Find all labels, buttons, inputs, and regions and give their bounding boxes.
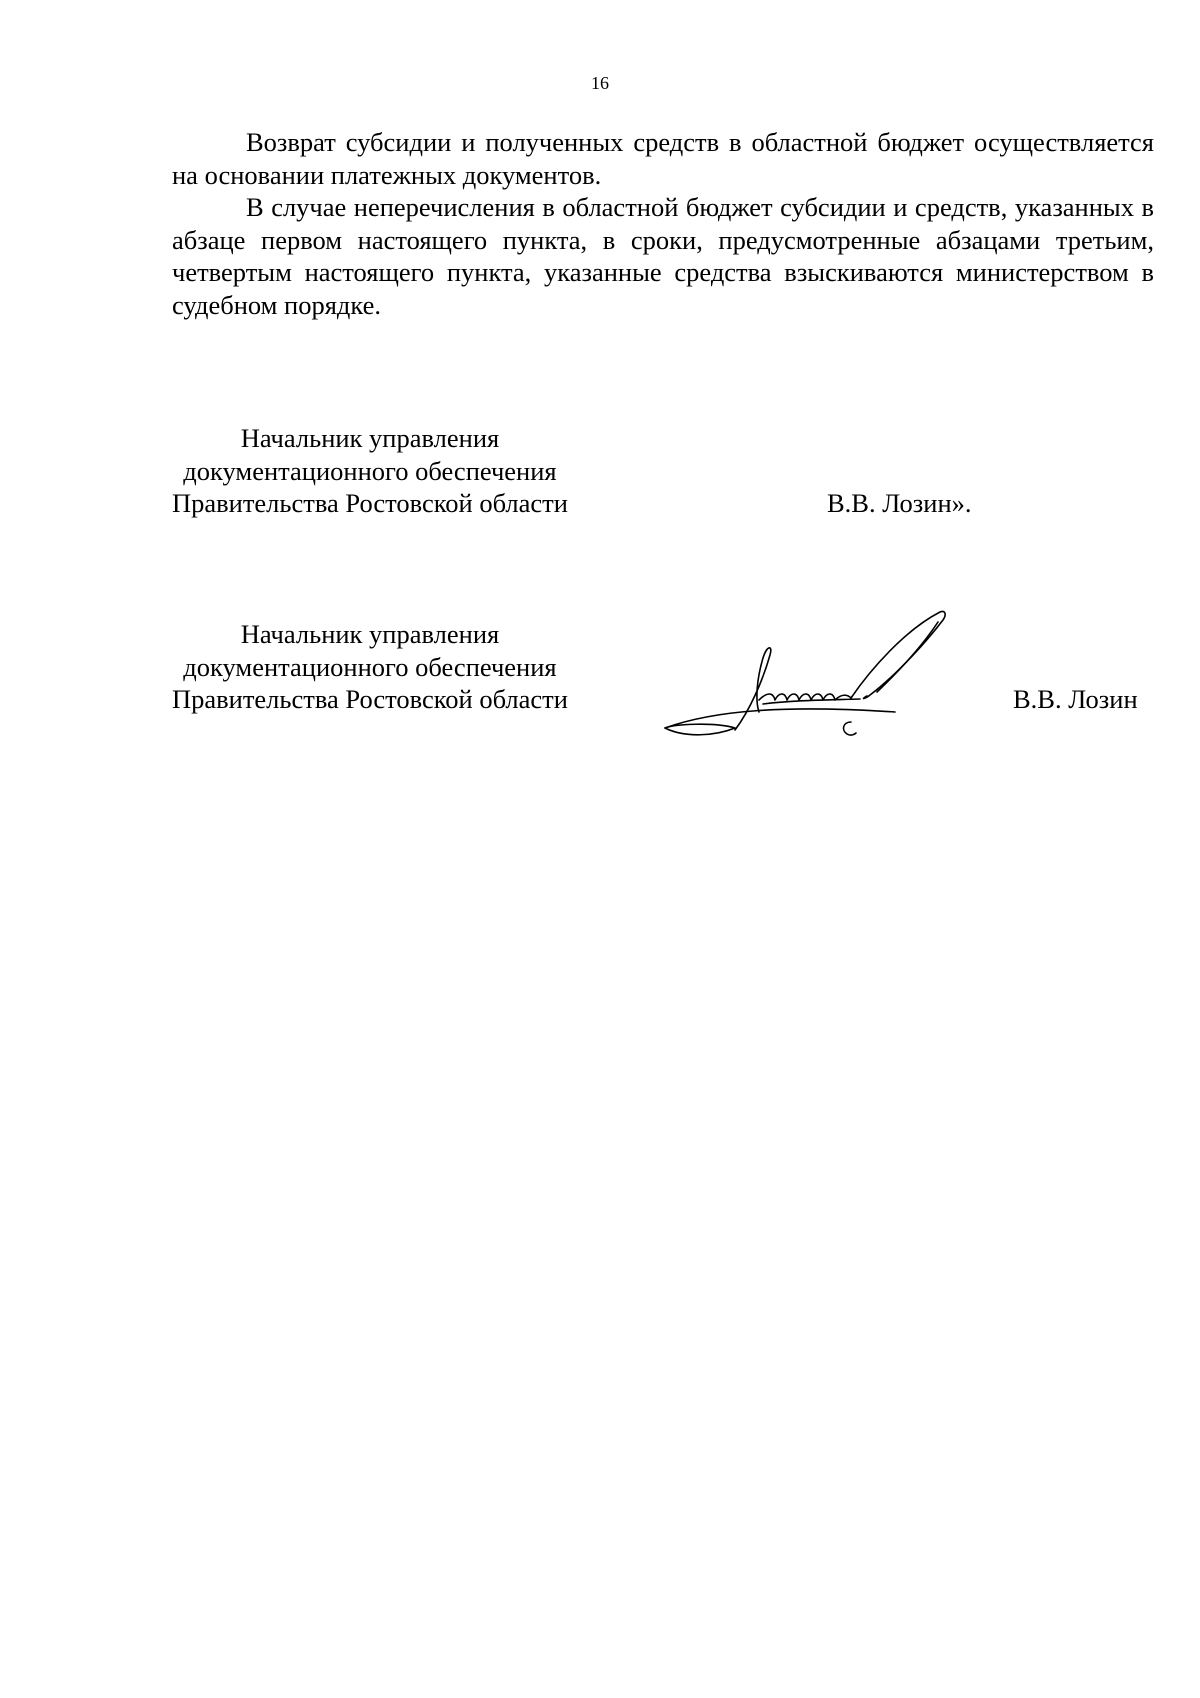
signatory-title-line: документационного обеспечения — [183, 455, 557, 486]
document-body — [172, 126, 1154, 321]
signatory-title — [172, 618, 568, 716]
page-number: 16 — [591, 73, 609, 93]
signatory-title — [172, 422, 568, 520]
signatory-title-line: Правительства Ростовской области — [172, 684, 568, 714]
signatory-title-line: Начальник управления — [240, 423, 500, 453]
paragraph-collection: В случае неперечисления в областной бюджет субсидии и средств, указанных в абзаце первом настоящего пункта, в сроки, предусмотренные абзацами третьим, четвертым настоящего пункта, указанные средства взыскиваются министерством в судебном порядке. — [172, 192, 1154, 320]
signatory-name-quoted: В.В. Лозин». — [827, 488, 972, 518]
handwritten-signature-icon — [655, 600, 985, 750]
paragraph-refund: Возврат субсидии и полученных средств в областной бюджет осуществляется на основании платежных документов. — [172, 127, 1154, 190]
signatory-title-line: Начальник управления — [240, 619, 500, 649]
signature-block-quoted — [172, 422, 568, 520]
signatory-name: В.В. Лозин — [1013, 684, 1138, 714]
signatory-title-line: документационного обеспечения — [183, 651, 557, 682]
signature-block — [172, 618, 568, 716]
signatory-title-line: Правительства Ростовской области — [172, 488, 568, 518]
